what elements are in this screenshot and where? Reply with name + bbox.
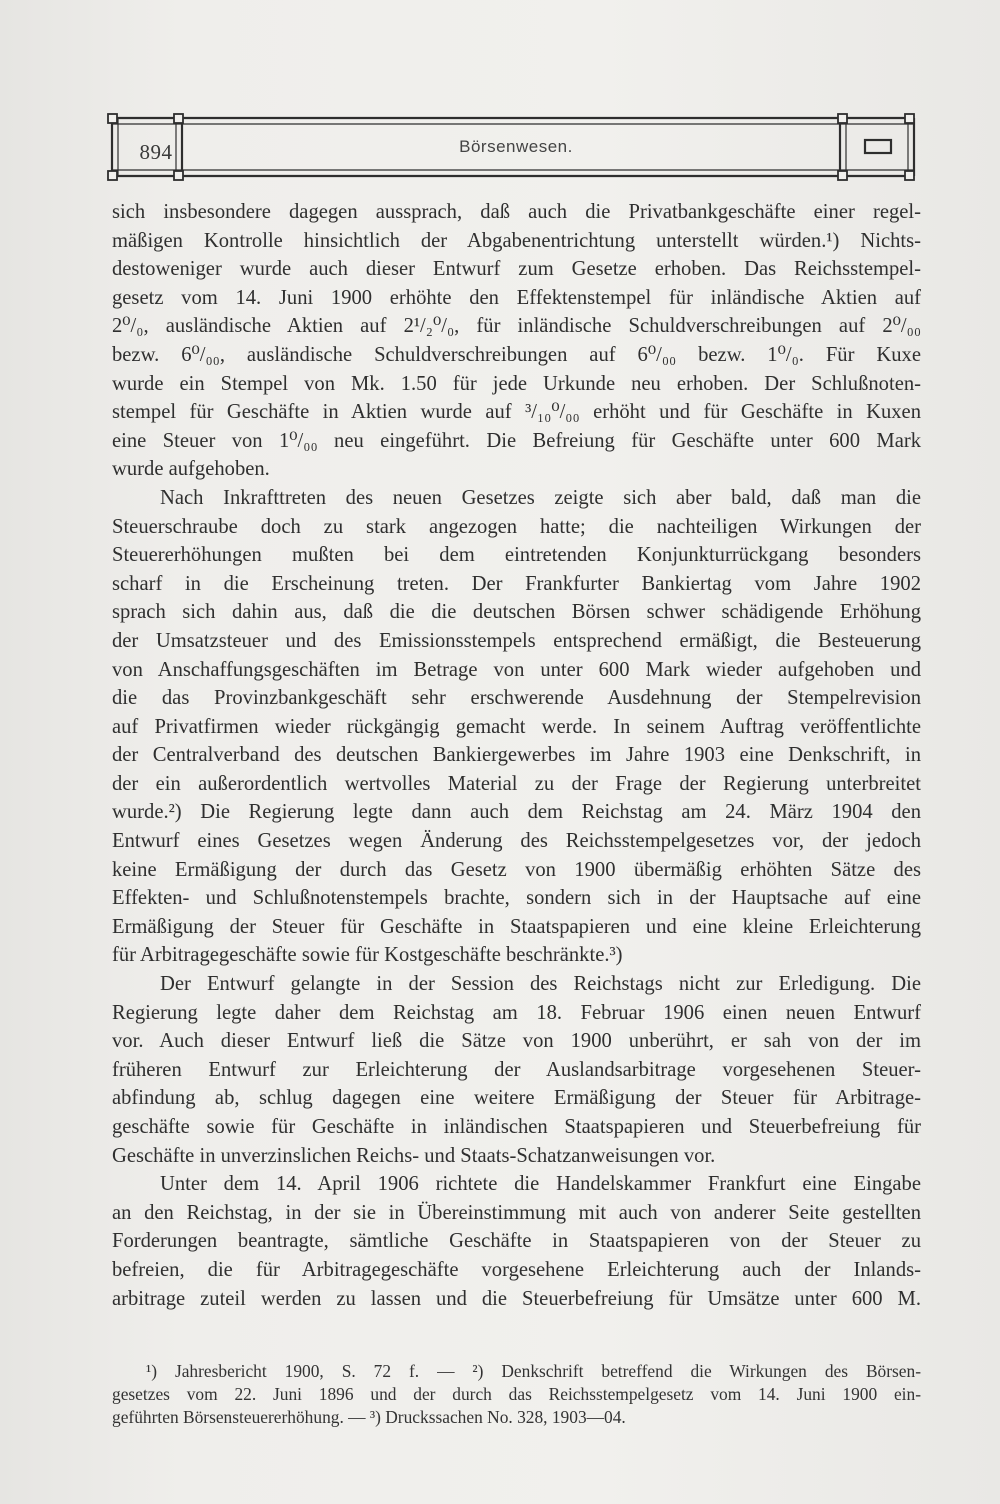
text-line: Unter dem 14. April 1906 richtete die Handelskammer Frankfurt eine Eingabe [160,1173,921,1196]
text-line: gesetz vom 14. Juni 1900 erhöhte den Effektenstempel für inländische Aktien auf [112,286,921,309]
text-line: die das Provinzbankgeschäft sehr erschwerende Ausdehnung der Stempelrevision [112,687,921,710]
text-line: der Centralverband des deutschen Bankiergewerbes im Jahre 1903 eine Denkschrift, in [112,744,921,767]
text-line: befreien, die für Arbitragegeschäfte vorgesehene Erleichterung auch der Inlands- [112,1258,921,1281]
text-line: destoweniger wurde auch dieser Entwurf zum Gesetze erhoben. Das Reichsstempel- [112,258,921,281]
text-line: mäßigen Kontrolle hinsichtlich der Abgabenentrichtung unterstellt würden.¹) Nichts- [112,229,921,252]
text-line: stempel für Geschäfte in Aktien wurde auf ³/₁₀⁰/₀₀ erhöht und für Geschäfte in Kuxen [112,401,921,424]
text-line: wurde aufgehoben. [112,458,270,481]
text-line: Nach Inkrafttreten des neuen Gesetzes zeigte sich aber bald, daß man die [160,486,921,509]
text-line: eine Steuer von 1⁰/₀₀ neu eingeführt. Die Befreiung für Geschäfte unter 600 Mark [112,429,921,452]
text-line: früheren Entwurf zur Erleichterung der Auslandsarbitrage vorgesehenen Steuer- [112,1058,921,1081]
text-line: scharf in die Erscheinung treten. Der Frankfurter Bankiertag vom Jahre 1902 [112,572,921,595]
text-line: von Anschaffungsgeschäften im Betrage von unter 600 Mark wieder aufgehoben und [112,658,921,681]
footnotes [112,1360,921,1429]
footnote-line: ¹) Jahresbericht 1900, S. 72 f. — ²) Denkschrift betreffend die Wirkungen des Börsen- [146,1361,921,1381]
text-line: arbitrage zuteil werden zu lassen und die Steuerbefreiung für Umsätze unter 600 M. [112,1287,921,1310]
text-line: Steuererhöhungen mußten bei dem eintretenden Konjunkturrückgang besonders [112,544,921,567]
text-line: an den Reichstag, in der sie in Übereinstimmung mit auch von anderer Seite gestellten [112,1201,921,1224]
text-line: wurde ein Stempel von Mk. 1.50 für jede Urkunde neu erhoben. Der Schlußnoten- [112,372,921,395]
text-line: für Arbitragegeschäfte sowie für Kostgeschäfte beschränkte.³) [112,944,623,967]
text-line: geschäfte sowie für Geschäfte in inländischen Staatspapieren und Steuerbefreiung für [112,1116,921,1138]
text-line: vor. Auch dieser Entwurf ließ die Sätze von 1900 unberührt, er sah von der im [112,1030,921,1053]
text-line: Forderungen beantragte, sämtliche Geschäfte in Staatspapieren von der Steuer zu [112,1230,921,1253]
running-title: Börsenwesen. [459,137,573,156]
paragraph [112,970,921,1170]
footnote-line: geführten Börsensteuererhöhung. — ³) Druckssachen No. 328, 1903—04. [112,1407,626,1427]
body-text [112,198,921,1313]
text-line: 2⁰/₀, ausländische Aktien auf 2¹/₂⁰/₀, für inländische Schuldverschreibungen auf 2⁰/₀₀ [112,315,921,338]
text-line: sich insbesondere dagegen aussprach, daß auch die Privatbankgeschäfte einer regel- [112,201,921,223]
running-header [106,112,920,182]
text-line: Der Entwurf gelangte in der Session des Reichstags nicht zur Erledigung. Die [160,973,921,996]
paragraph [112,1170,921,1313]
text-line: auf Privatfirmen wieder rückgängig gemacht werde. In seinem Auftrag veröffentlichte [112,715,921,738]
text-line: Steuerschraube doch zu stark angezogen hatte; die nachteiligen Wirkungen der [112,515,921,538]
text-line: Regierung legte daher dem Reichstag am 18. Februar 1906 einen neuen Entwurf [112,1001,921,1024]
text-line: der Umsatzsteuer und des Emissionsstempels entsprechend ermäßigt, die Besteuerung [112,629,921,652]
text-line: sprach sich dahin aus, daß die die deutschen Börsen schwer schädigende Erhöhung [112,601,921,624]
footnote-line: gesetzes vom 22. Juni 1896 und der durch das Reichsstempelgesetz vom 14. Juni 1900 ein- [112,1384,921,1404]
text-line: der ein außerordentlich wertvolles Material zu der Frage der Regierung unterbreitet [112,772,921,795]
text-line: Effekten- und Schlußnotenstempels brachte, sondern sich in der Hauptsache auf eine [112,887,921,910]
text-line: bezw. 6⁰/₀₀, ausländische Schuldverschreibungen auf 6⁰/₀₀ bezw. 1⁰/₀. Für Kuxe [112,343,921,366]
page-number: 894 [139,140,173,164]
text-line: Entwurf eines Gesetzes wegen Änderung des Reichsstempelgesetzes vor, der jedoch [112,830,921,853]
text-line: wurde.²) Die Regierung legte dann auch dem Reichstag am 24. März 1904 den [112,801,921,824]
text-line: Ermäßigung der Steuer für Geschäfte in Staatspapieren und eine kleine Erleichterung [112,915,921,938]
text-line: keine Ermäßigung der durch das Gesetz von 1900 übermäßig erhöhten Sätze des [112,858,921,881]
paragraph [112,198,921,484]
text-line: Geschäfte in unverzinslichen Reichs- und Staats-Schatzanweisungen vor. [112,1144,716,1167]
paragraph [112,484,921,970]
text-line: abfindung ab, schlug dagegen eine weitere Ermäßigung der Steuer für Arbitrage- [112,1087,921,1110]
